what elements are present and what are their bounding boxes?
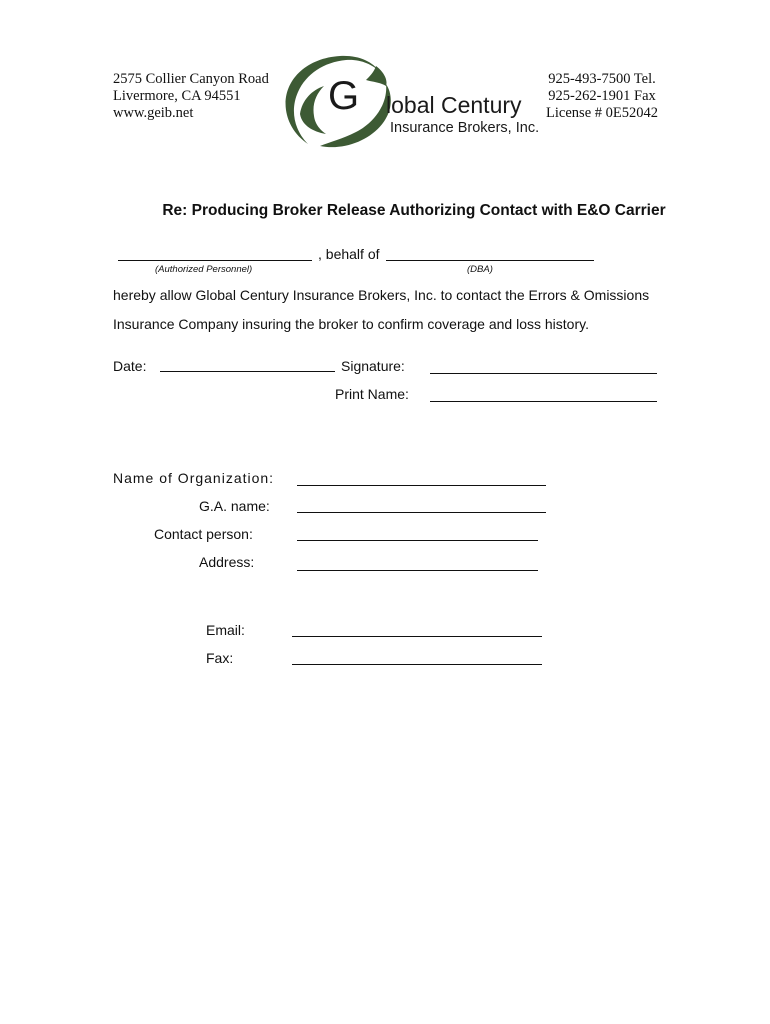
contact-license: License # 0E52042 — [546, 105, 658, 121]
behalf-of-label: , behalf of — [318, 246, 380, 262]
date-line[interactable] — [160, 371, 335, 372]
address-line-street: 2575 Collier Canyon Road — [113, 71, 269, 87]
dba-line[interactable] — [386, 260, 594, 261]
contact-fax: 925-262-1901 Fax — [548, 88, 656, 104]
authorized-personnel-caption: (Authorized Personnel) — [155, 264, 253, 275]
fax-label: Fax: — [206, 650, 234, 666]
signature-line[interactable] — [430, 373, 657, 374]
document-title: Re: Producing Broker Release Authorizing Contact with E&O Carrier — [162, 202, 666, 219]
authorized-personnel-line[interactable] — [118, 260, 312, 261]
contact-person-line[interactable] — [297, 540, 538, 541]
ga-name-line[interactable] — [297, 512, 546, 513]
contact-phone: 925-493-7500 Tel. — [548, 71, 656, 87]
ga-name-label: G.A. name: — [199, 498, 270, 514]
company-address — [113, 71, 269, 122]
address-line-city: Livermore, CA 94551 — [113, 88, 241, 104]
print-name-line[interactable] — [430, 401, 657, 402]
contact-person-label: Contact person: — [154, 526, 253, 542]
dba-caption: (DBA) — [467, 264, 493, 275]
authorization-paragraph-line-1: hereby allow Global Century Insurance Brokers, Inc. to contact the Errors & Omissions — [113, 287, 650, 303]
organization-label: Name of Organization: — [113, 470, 275, 486]
logo-initial: G — [328, 74, 360, 118]
logo-name: lobal Century — [386, 92, 522, 118]
print-name-label: Print Name: — [335, 386, 409, 402]
email-label: Email: — [206, 622, 245, 638]
company-logo — [280, 52, 540, 150]
fax-line[interactable] — [292, 664, 542, 665]
address-line[interactable] — [297, 570, 538, 571]
address-label: Address: — [199, 554, 255, 570]
date-label: Date: — [113, 358, 147, 374]
authorization-paragraph-line-2: Insurance Company insuring the broker to confirm coverage and loss history. — [113, 316, 589, 332]
organization-line[interactable] — [297, 485, 546, 486]
company-contact — [546, 71, 658, 122]
email-line[interactable] — [292, 636, 542, 637]
signature-label: Signature: — [341, 358, 405, 374]
address-line-website: www.geib.net — [113, 105, 194, 121]
logo-tagline: Insurance Brokers, Inc. — [390, 120, 540, 136]
